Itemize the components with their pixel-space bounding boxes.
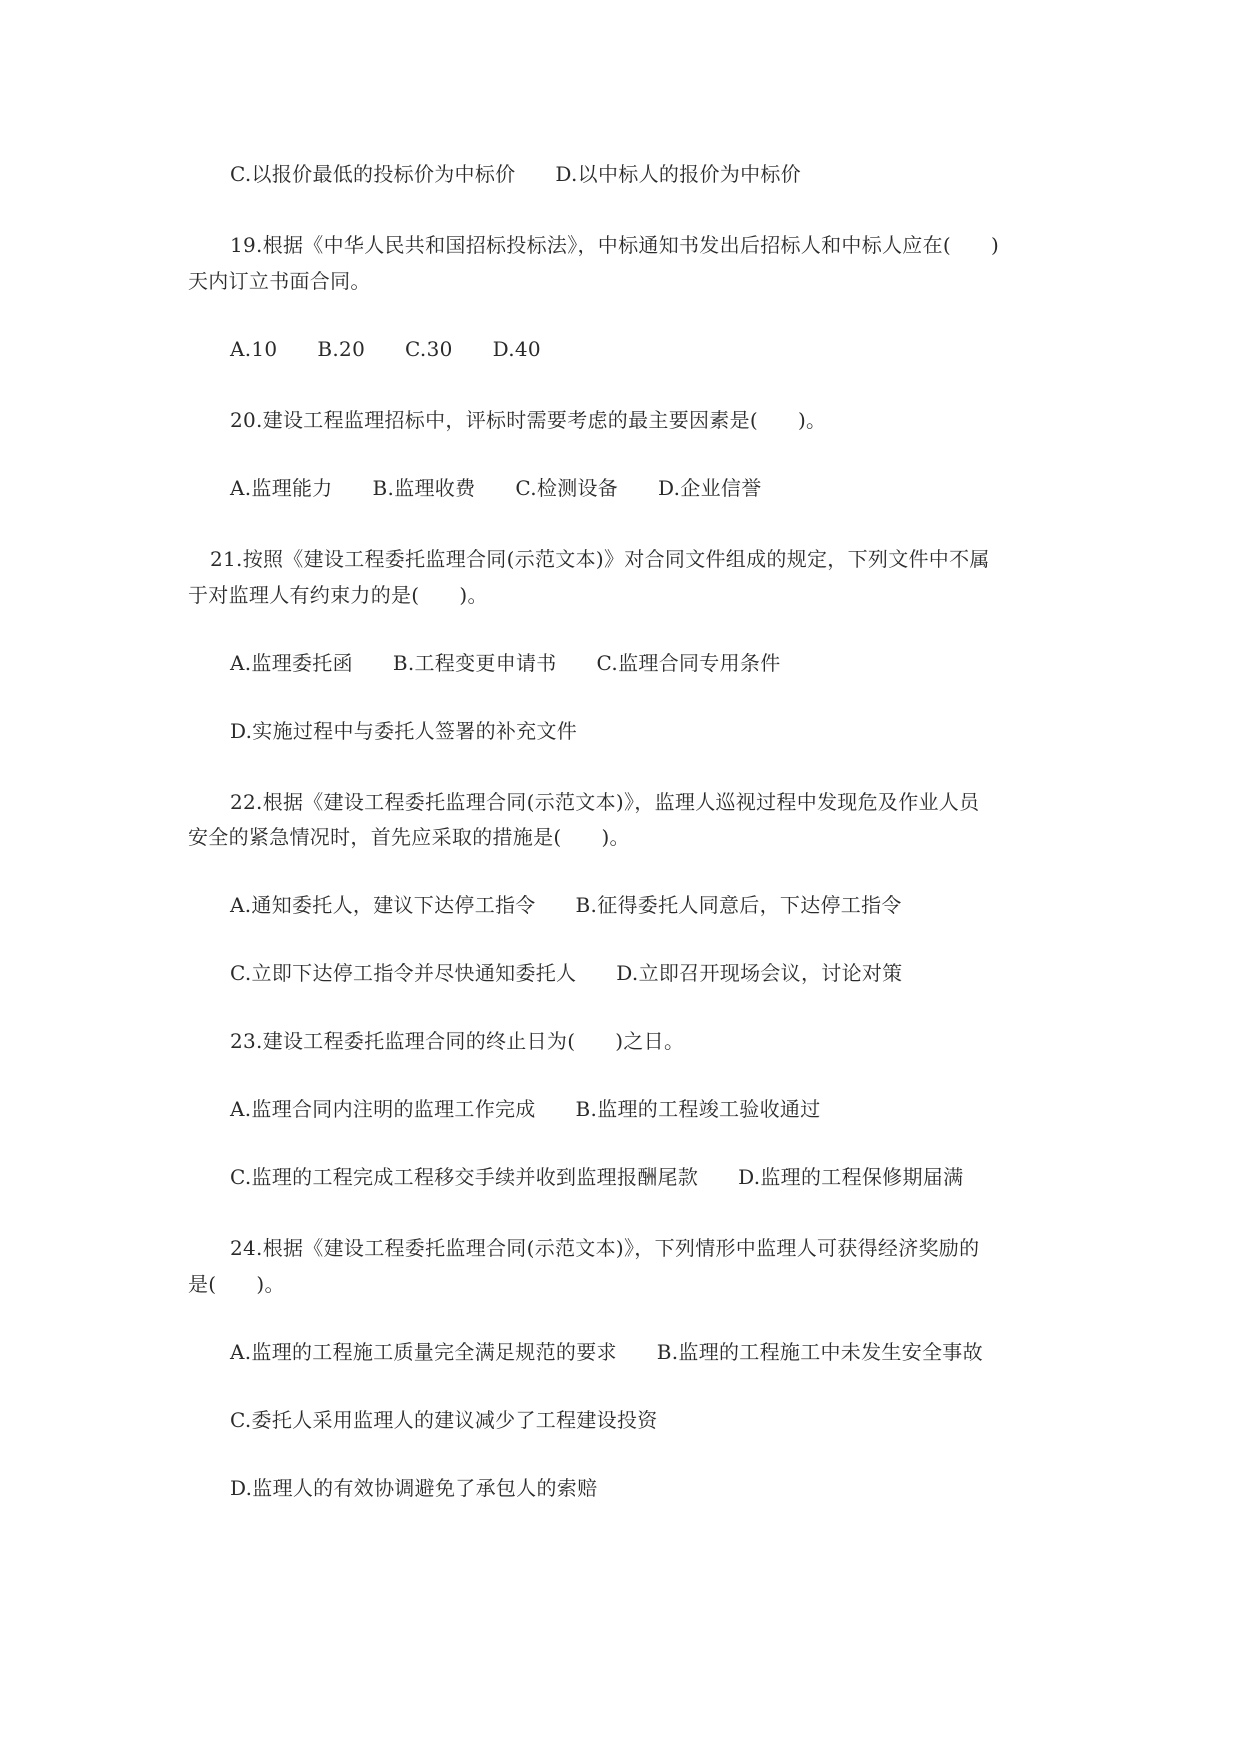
question-20-options: A.监理能力 B.监理收费 C.检测设备 D.企业信誉 (230, 476, 762, 500)
question-21-line-1: 21.按照《建设工程委托监理合同(示范文本)》对合同文件组成的规定，下列文件中不属 (210, 547, 990, 571)
question-24-option-c: C.委托人采用监理人的建议减少了工程建设投资 (230, 1408, 658, 1432)
option-line-cd: C.以报价最低的投标价为中标价 D.以中标人的报价为中标价 (230, 162, 801, 186)
question-19-line-1: 19.根据《中华人民共和国招标投标法》，中标通知书发出后招标人和中标人应在( ) (230, 233, 1000, 257)
question-20: 20.建设工程监理招标中，评标时需要考虑的最主要因素是( )。 (230, 408, 827, 432)
question-24-option-d: D.监理人的有效协调避免了承包人的索赔 (230, 1476, 598, 1500)
question-24-line-2: 是( )。 (188, 1272, 285, 1296)
question-23: 23.建设工程委托监理合同的终止日为( )之日。 (230, 1029, 685, 1053)
question-22-line-2: 安全的紧急情况时，首先应采取的措施是( )。 (188, 825, 630, 849)
question-22-line-1: 22.根据《建设工程委托监理合同(示范文本)》，监理人巡视过程中发现危及作业人员 (230, 790, 980, 814)
question-21-line-2: 于对监理人有约束力的是( )。 (188, 583, 488, 607)
question-23-options-ab: A.监理合同内注明的监理工作完成 B.监理的工程竣工验收通过 (230, 1097, 821, 1121)
question-24-line-1: 24.根据《建设工程委托监理合同(示范文本)》，下列情形中监理人可获得经济奖励的 (230, 1236, 980, 1260)
question-22-options-cd: C.立即下达停工指令并尽快通知委托人 D.立即召开现场会议，讨论对策 (230, 961, 903, 985)
question-21-options-abc: A.监理委托函 B.工程变更申请书 C.监理合同专用条件 (230, 651, 781, 675)
question-23-options-cd: C.监理的工程完成工程移交手续并收到监理报酬尾款 D.监理的工程保修期届满 (230, 1165, 964, 1189)
question-21-option-d: D.实施过程中与委托人签署的补充文件 (230, 719, 578, 743)
question-19-line-2: 天内订立书面合同。 (188, 269, 371, 293)
question-22-options-ab: A.通知委托人，建议下达停工指令 B.征得委托人同意后，下达停工指令 (230, 893, 902, 917)
question-19-options: A.10 B.20 C.30 D.40 (230, 337, 541, 361)
question-24-options-ab: A.监理的工程施工质量完全满足规范的要求 B.监理的工程施工中未发生安全事故 (230, 1340, 983, 1364)
